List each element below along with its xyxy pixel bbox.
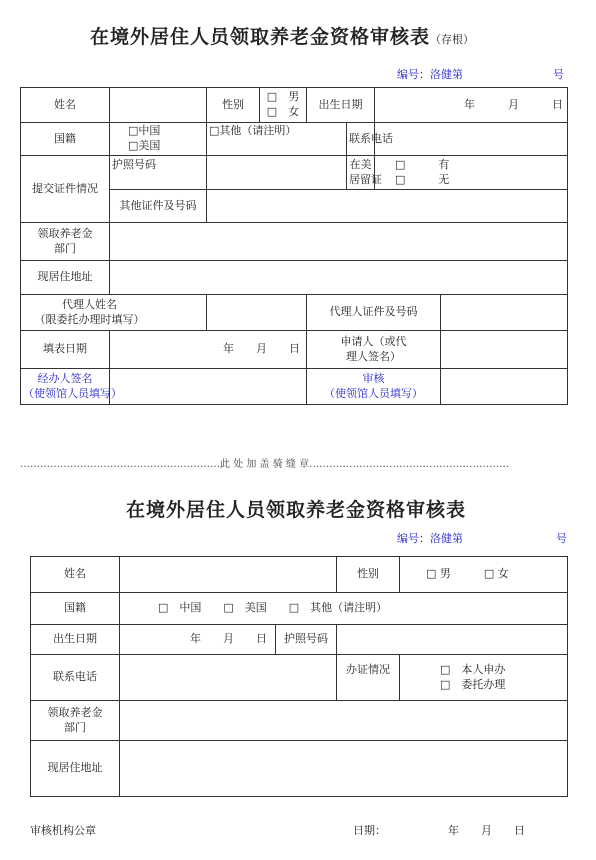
main-dob-field[interactable]: 年 月 日 — [120, 625, 276, 655]
stub-us-residence-options[interactable]: □ 有 □ 无 — [375, 156, 568, 190]
main-form-table — [30, 556, 568, 797]
main-serial-suffix: 号 — [556, 532, 567, 545]
main-title: 在境外居住人员领取养老金资格审核表 — [126, 499, 467, 521]
main-address-label: 现居住地址 — [31, 741, 120, 797]
stub-agent-name-field[interactable] — [207, 295, 307, 331]
stub-fill-date-field[interactable]: 年 月 日 — [110, 331, 307, 369]
main-processing-label: 办证情况 — [337, 655, 400, 701]
main-passport-label: 护照号码 — [276, 625, 337, 655]
stub-title-note: （存根） — [430, 33, 475, 46]
stub-applicant-label: 申请人（或代 理人签名） — [307, 331, 441, 369]
stub-handler-label: 经办人签名 （使领馆人员填写） — [21, 369, 110, 405]
main-nationality-options[interactable]: □ 中国 □ 美国 □ 其他（请注明） — [120, 593, 568, 625]
stub-fill-date-label: 填表日期 — [21, 331, 110, 369]
stub-us-residence-label: 在美 居留证 — [347, 156, 375, 190]
main-phone-label: 联系电话 — [31, 655, 120, 701]
stub-name-label: 姓名 — [21, 88, 110, 123]
stub-dob-label: 出生日期 — [307, 88, 375, 123]
main-pension-dept-label: 领取养老金 部门 — [31, 701, 120, 741]
seal-separator: ……………………………………………………此 处 加 盖 骑 缝 章…………………………………………………… — [20, 459, 510, 470]
stub-address-field[interactable] — [110, 261, 568, 295]
stub-handler-field[interactable] — [110, 369, 307, 405]
stub-name-field[interactable] — [110, 88, 207, 123]
stub-passport-label: 护照号码 — [110, 156, 207, 190]
stub-review-field[interactable] — [441, 369, 568, 405]
main-pension-dept-field[interactable] — [120, 701, 568, 741]
stub-phone-field[interactable] — [375, 123, 568, 156]
stub-title: 在境外居住人员领取养老金资格审核表（存根） — [90, 26, 475, 48]
stub-review-label: 审核 （使领馆人员填写） — [307, 369, 441, 405]
stub-applicant-field[interactable] — [441, 331, 568, 369]
footer-seal-label: 审核机构公章 — [30, 824, 96, 837]
stub-nationality-other[interactable]: □其他（请注明） — [207, 123, 347, 156]
stub-agent-id-label: 代理人证件及号码 — [307, 295, 441, 331]
stub-pension-dept-label: 领取养老金 部门 — [21, 223, 110, 261]
stub-serial-suffix: 号 — [553, 68, 564, 81]
stub-agent-id-field[interactable] — [441, 295, 568, 331]
stub-nationality-options[interactable]: □中国 □美国 — [110, 123, 207, 156]
stub-dob-field[interactable]: 年 月 日 — [375, 88, 568, 123]
footer-date-label: 日期： — [353, 824, 386, 837]
stub-agent-name-label: 代理人姓名 （限委托办理时填写） — [21, 295, 207, 331]
main-processing-options[interactable]: □ 本人申办 □ 委托办理 — [400, 655, 568, 701]
main-gender-options[interactable]: □ 男 □ 女 — [400, 557, 568, 593]
main-nationality-label: 国籍 — [31, 593, 120, 625]
stub-other-docs-field[interactable] — [207, 190, 568, 223]
stub-phone-label: 联系电话 — [347, 123, 375, 156]
stub-nationality-label: 国籍 — [21, 123, 110, 156]
stub-gender-options[interactable]: □ 男 □ 女 — [260, 88, 307, 123]
stub-address-label: 现居住地址 — [21, 261, 110, 295]
main-dob-label: 出生日期 — [31, 625, 120, 655]
stub-other-docs-label: 其他证件及号码 — [110, 190, 207, 223]
stub-pension-dept-field[interactable] — [110, 223, 568, 261]
main-name-field[interactable] — [120, 557, 337, 593]
stub-passport-field[interactable] — [207, 156, 347, 190]
main-address-field[interactable] — [120, 741, 568, 797]
main-passport-field[interactable] — [337, 625, 568, 655]
main-phone-field[interactable] — [120, 655, 337, 701]
stub-docs-label: 提交证件情况 — [21, 156, 110, 223]
footer-date-value[interactable]: 年 月 日 — [448, 824, 525, 837]
main-name-label: 姓名 — [31, 557, 120, 593]
stub-form-table — [20, 87, 568, 405]
stub-gender-label: 性别 — [207, 88, 260, 123]
main-serial-label: 编号：洛健第 — [397, 532, 463, 545]
stub-serial-label: 编号：洛健第 — [397, 68, 463, 81]
main-gender-label: 性别 — [337, 557, 400, 593]
